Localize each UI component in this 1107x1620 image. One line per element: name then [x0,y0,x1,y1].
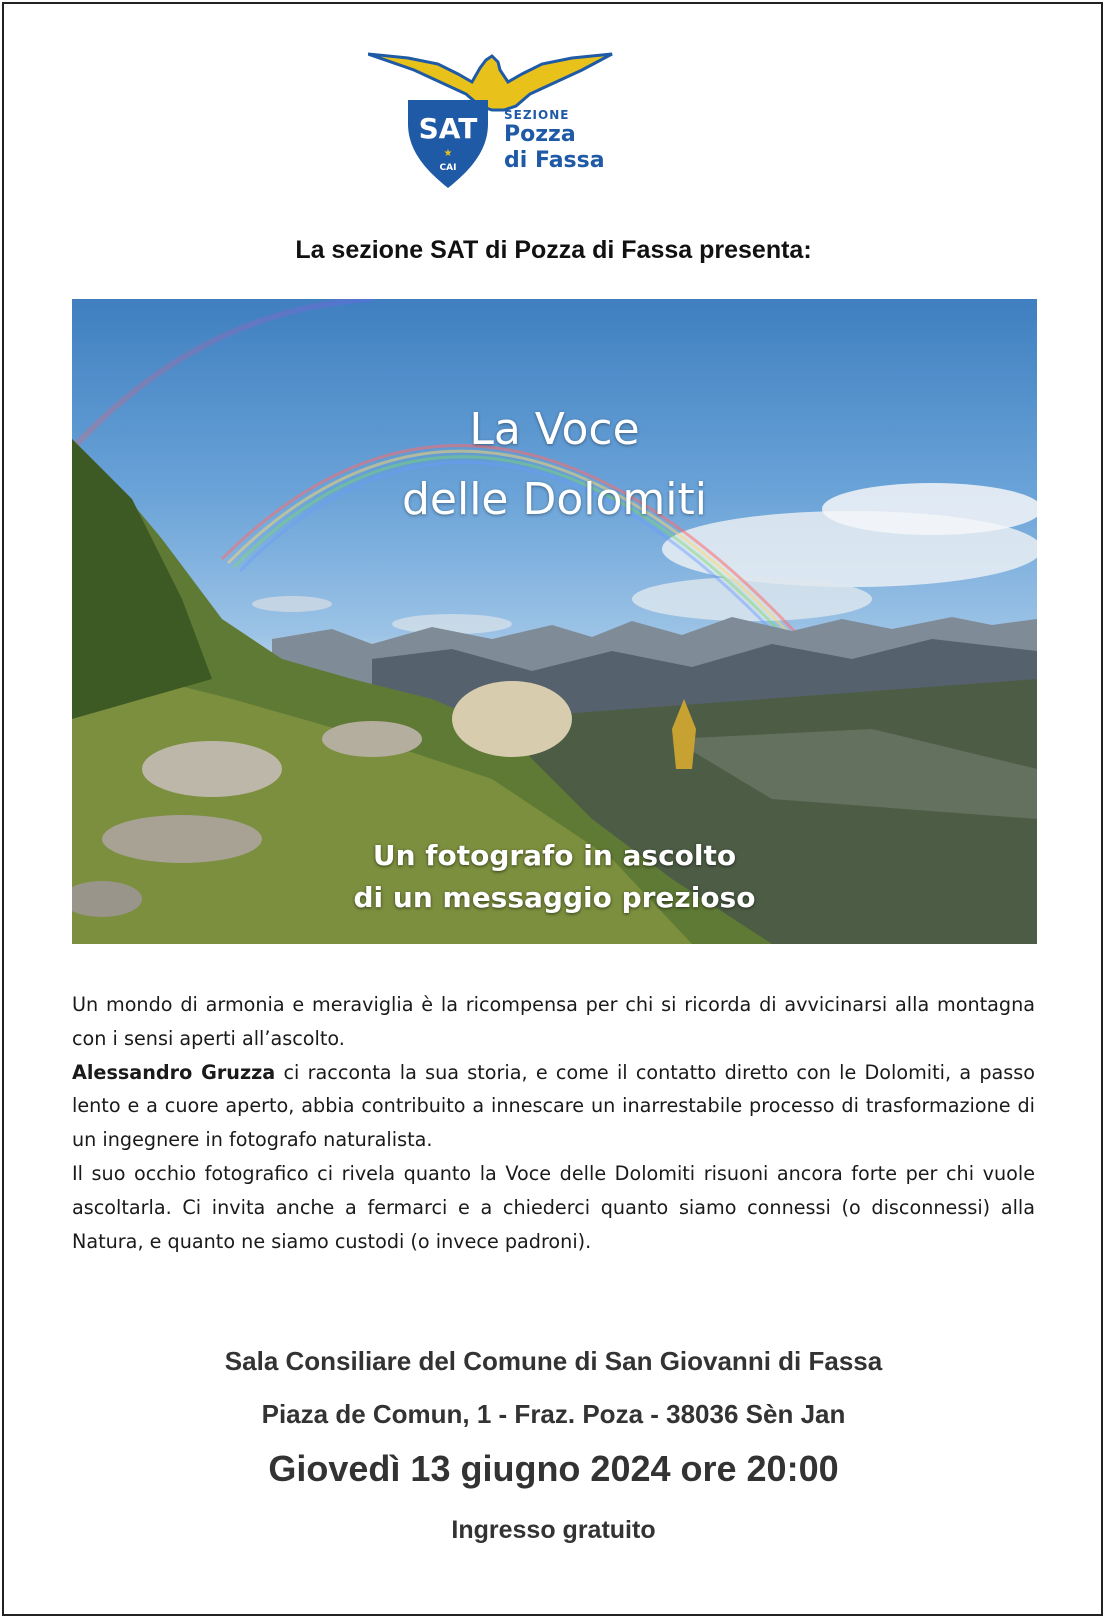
hero-subtitle-line1: Un fotografo in ascolto [372,839,737,872]
description-p2 [72,1056,1035,1157]
hero-photo [72,299,1037,944]
eagle-icon [368,54,612,110]
description-p2-rest: ci racconta la sua storia, e come il contatto diretto con le Dolomiti, a passo lento e a cuore aperto, abbia contribuito a innescare un inarrestabile processo di trasformazione di un ingegnere in fotografo naturalista. [72,1060,1035,1152]
hero-subtitle [72,835,1037,919]
hero-title-line1: La Voce [469,404,640,455]
event-datetime: Giovedì 13 giugno 2024 ore 20:00 [268,1448,839,1489]
svg-text:★: ★ [443,148,453,159]
presenta-heading: La sezione SAT di Pozza di Fassa presenta: [295,236,812,264]
hero-subtitle-line2: di un messaggio prezioso [353,881,756,914]
description-p1: Un mondo di armonia e meraviglia è la ricompensa per chi si ricorda di avvicinarsi alla montagna con i sensi aperti all’ascolto. [72,993,1035,1050]
speaker-name: Alessandro Gruzza [72,1060,276,1084]
logo-sezione: SEZIONE [504,108,570,122]
logo-wordmark [504,108,605,174]
hero-title-line2: delle Dolomiti [401,474,707,525]
description [72,988,1035,1258]
event-admission: Ingresso gratuito [451,1516,656,1544]
description-p3: Il suo occhio fotografico ci rivela quanto la Voce delle Dolomiti risuoni ancora forte per chi vuole ascoltarla. Ci invita anche a fermarci e a chiederci quanto siamo connessi (o disconnessi) alla Natura, e quanto ne siamo custodi (o invece padroni). [72,1161,1035,1253]
shield-letters: SAT [418,112,478,145]
logo-name-line1: Pozza [504,122,576,147]
event-address: Piaza de Comun, 1 - Fraz. Poza - 38036 Sèn Jan [261,1399,846,1429]
shield-subletters: CAI [439,163,457,173]
event-venue: Sala Consiliare del Comune di San Giovanni di Fassa [224,1346,883,1376]
logo-name-line2: di Fassa [504,148,605,173]
hero-title [72,395,1037,535]
